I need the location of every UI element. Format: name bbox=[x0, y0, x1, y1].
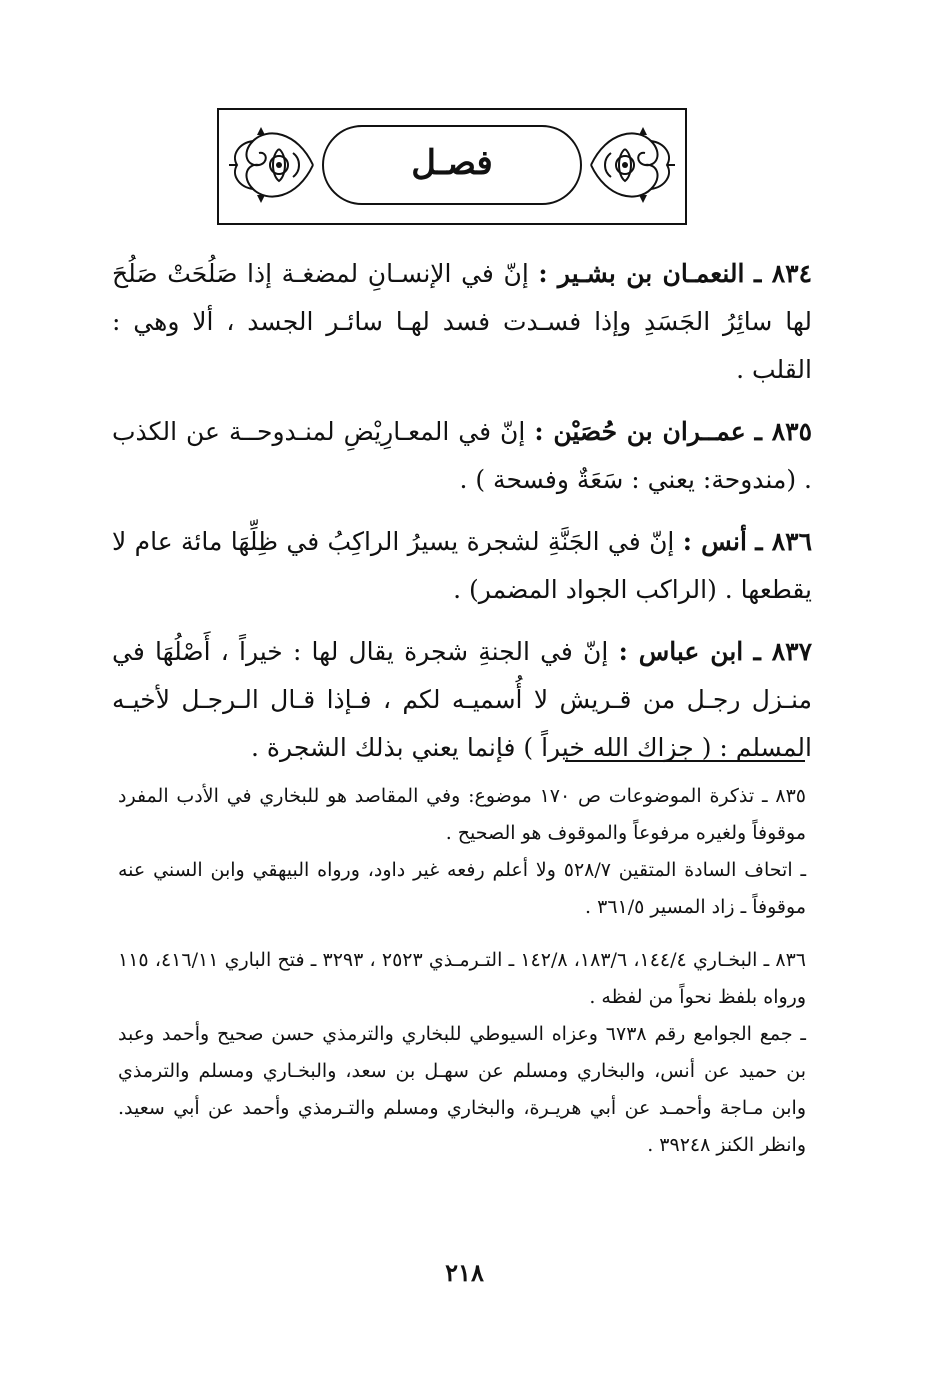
hadith-entries bbox=[112, 250, 812, 786]
entry-number: ٨٣٤ ـ bbox=[754, 259, 813, 288]
footnote-line: ٨٣٦ ـ البخـاري ١٤٤/٤، ١٨٣/٦، ١٤٢/٨ ـ التـرمـذي ٢٥٢٣ ، ٣٢٩٣ ـ فتح الباري ٤١٦/١١، ١١٥ ورواه بلفظ نحواً من لفظه . bbox=[118, 949, 807, 1008]
entry-text: إنّ في الجَنَّةِ لشجرة يسيرُ الراكِبُ في ظِلِّهَا مائة عام لا يقطعها . (الراكب الجواد المضمر) . bbox=[112, 527, 812, 604]
chapter-title-frame bbox=[217, 108, 687, 225]
entry-text: إنّ في المعـارِيْضِ لمنـدوحــة عن الكذب . (مندوحة: يعني : سَعَةٌ وفسحة ) . bbox=[112, 417, 812, 494]
footnote-block bbox=[118, 778, 806, 926]
footnote-line: ـ جمع الجوامع رقم ٦٧٣٨ وعزاه السيوطي للبخاري والترمذي حسن صحيح وأحمد وعبد بن حميد عن أنس، والبخاري ومسلم عن سهـل بن سعد، والبخـاري ومسلم والترمذي وابن مـاجة وأحمـد عن أبي هريـرة، والبخاري ومسلم والتـرمذي وأحمد عن أبي سعيد. وانظر الكنز ٣٩٢٤٨ . bbox=[118, 1023, 806, 1156]
hadith-entry bbox=[112, 628, 812, 772]
hadith-entry bbox=[112, 408, 812, 504]
entry-text: إنّ في الجنةِ شجرة يقال لها : خيراً ، أَصْلُهَا في منـزل رجـل من قـريش لا أُسميـه لكم ، فـإذا قـال الـرجـل لأخيـه المسلم : ( جزاك الله خيراً ) فإنما يعني بذلك الشجرة . bbox=[112, 637, 812, 762]
arabesque-ornament-icon bbox=[227, 123, 315, 207]
entry-narrator: أنس : bbox=[682, 527, 747, 556]
hadith-entry bbox=[112, 518, 812, 614]
footnote-line: ٨٣٥ ـ تذكرة الموضوعات ص ١٧٠ موضوع: وفي المقاصد هو للبخاري في الأدب المفرد موقوفاً ولغيره مرفوعاً والموقوف هو الصحيح . bbox=[118, 785, 807, 844]
footnote-line: ـ اتحاف السادة المتقين ٥٢٨/٧ ولا أعلم رفعه غير داود، ورواه البيهقي وابن السني عنه موقوفاً ـ زاد المسير ٣٦١/٥ . bbox=[118, 859, 807, 918]
entry-narrator: ابن عباس : bbox=[618, 637, 744, 666]
arabesque-ornament-icon bbox=[589, 123, 677, 207]
entry-number: ٨٣٧ ـ bbox=[753, 637, 813, 666]
entry-number: ٨٣٥ ـ bbox=[754, 417, 813, 446]
entry-text: إنّ في الإنسـانِ لمضغـة إذا صَلُحَتْ صَلُحَ لها سائِرُ الجَسَدِ وإذا فسـدت فسد لهـا سائـر الجسد ، ألا وهي : القلب . bbox=[112, 259, 812, 384]
entry-narrator: النعمـان بن بشـير : bbox=[538, 259, 745, 288]
footnotes bbox=[118, 778, 806, 1180]
footnote-block bbox=[118, 942, 806, 1164]
page-number: ٢١٨ bbox=[445, 1258, 484, 1287]
entry-number: ٨٣٦ ـ bbox=[755, 527, 813, 556]
chapter-title-cartouche bbox=[322, 125, 582, 205]
hadith-entry bbox=[112, 250, 812, 394]
footnote-divider bbox=[565, 760, 805, 762]
chapter-title: فصـل bbox=[411, 143, 493, 183]
entry-narrator: عمــران بن حُصَيْن : bbox=[534, 417, 746, 446]
